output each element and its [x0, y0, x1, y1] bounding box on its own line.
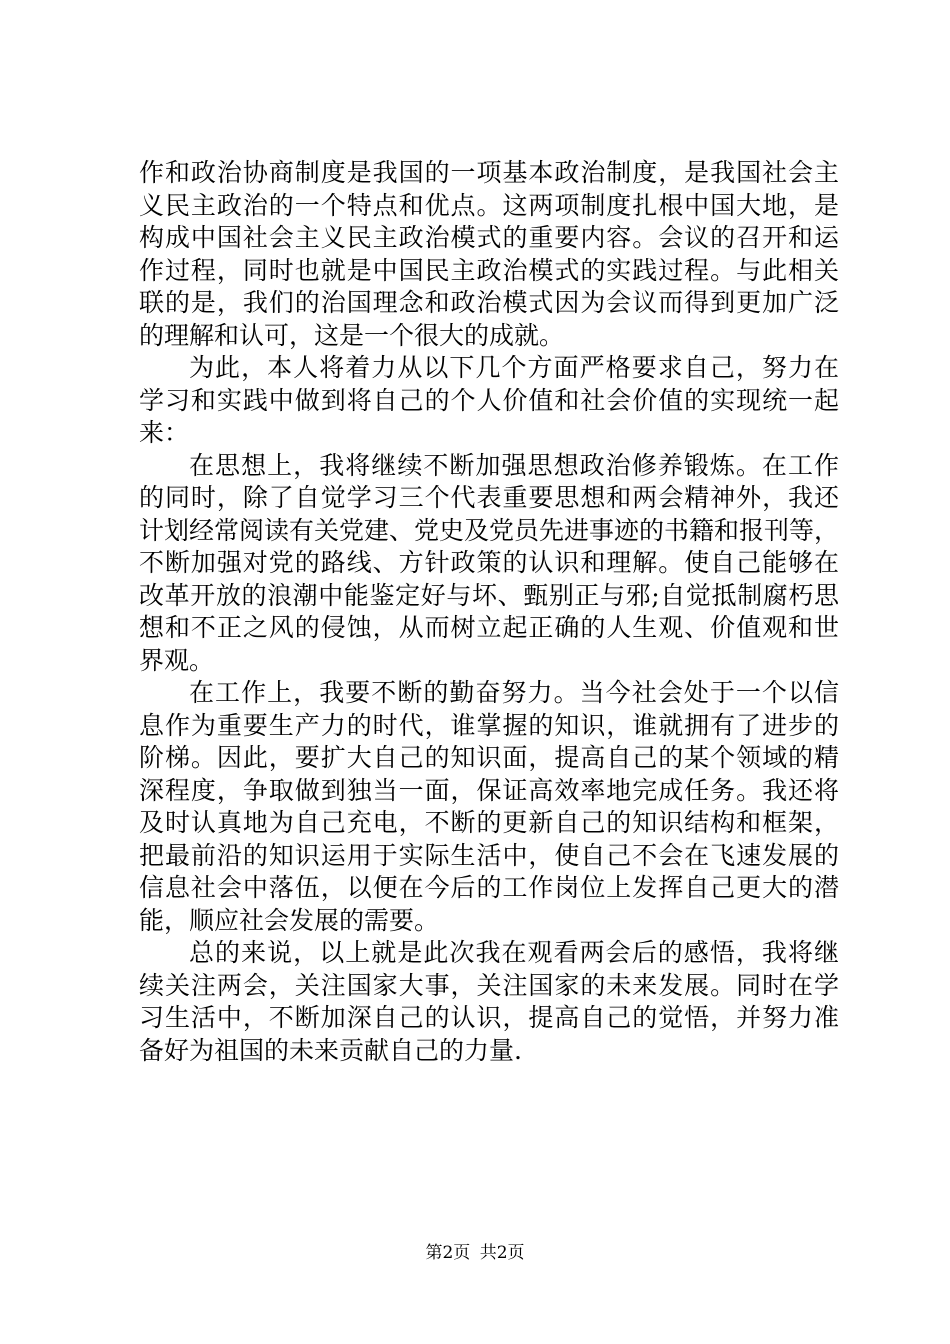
text-line: 学习和实践中做到将自己的个人价值和社会价值的实现统一起: [139, 385, 839, 415]
text-line: 深程度，争取做到独当一面，保证高效率地完成任务。我还将: [139, 775, 839, 805]
text-line: 在思想上，我将继续不断加强思想政治修养锻炼。在工作: [189, 450, 839, 480]
document-body: [139, 157, 839, 1067]
text-line: 习生活中，不断加深自己的认识，提高自己的觉悟，并努力准: [139, 1003, 839, 1032]
page-number: 第2页: [425, 1243, 471, 1263]
text-line: 续关注两会，关注国家大事，关注国家的未来发展。同时在学: [139, 970, 839, 1000]
text-line: 的理解和认可，这是一个很大的成就。: [139, 320, 565, 350]
text-line: 在工作上，我要不断的勤奋努力。当今社会处于一个以信: [189, 678, 839, 707]
text-line: 改革开放的浪潮中能鉴定好与坏、甄别正与邪;自觉抵制腐朽思: [139, 580, 839, 610]
text-line: 构成中国社会主义民主政治模式的重要内容。会议的召开和运: [139, 223, 839, 252]
text-line: 来：: [139, 418, 190, 447]
text-line: 为此，本人将着力从以下几个方面严格要求自己，努力在: [189, 353, 839, 382]
text-line: 信息社会中落伍，以便在今后的工作岗位上发挥自己更大的潜: [139, 873, 839, 902]
text-line: 的同时，除了自觉学习三个代表重要思想和两会精神外，我还: [139, 483, 839, 512]
text-line: 总的来说，以上就是此次我在观看两会后的感悟，我将继: [189, 938, 839, 967]
text-line: 及时认真地为自己充电，不断的更新自己的知识结构和框架，: [139, 808, 839, 837]
paragraph: [139, 352, 839, 450]
paragraph: [139, 937, 839, 1067]
text-line: 不断加强对党的路线、方针政策的认识和理解。使自己能够在: [139, 548, 839, 577]
page-footer: [0, 1238, 950, 1263]
text-line: 备好为祖国的未来贡献自己的力量.: [139, 1035, 522, 1065]
page-total: 共2页: [479, 1243, 525, 1263]
text-line: 能，顺应社会发展的需要。: [139, 905, 440, 935]
text-line: 阶梯。因此，要扩大自己的知识面，提高自己的某个领域的精: [139, 743, 839, 772]
text-line: 想和不正之风的侵蚀，从而树立起正确的人生观、价值观和世: [139, 613, 839, 642]
text-line: 作过程，同时也就是中国民主政治模式的实践过程。与此相关: [139, 255, 839, 285]
text-line: 把最前沿的知识运用于实际生活中，使自己不会在飞速发展的: [139, 840, 839, 870]
text-line: 联的是，我们的治国理念和政治模式因为会议而得到更加广泛: [139, 288, 839, 317]
text-line: 息作为重要生产力的时代，谁掌握的知识，谁就拥有了进步的: [139, 710, 839, 740]
text-line: 界观。: [139, 645, 215, 675]
paragraph: [139, 677, 839, 937]
paragraph: [139, 450, 839, 678]
text-line: 计划经常阅读有关党建、党史及党员先进事迹的书籍和报刊等，: [139, 515, 840, 545]
paragraph: [139, 157, 839, 352]
text-line: 义民主政治的一个特点和优点。这两项制度扎根中国大地，是: [139, 190, 839, 220]
text-line: 作和政治协商制度是我国的一项基本政治制度，是我国社会主: [139, 158, 839, 187]
